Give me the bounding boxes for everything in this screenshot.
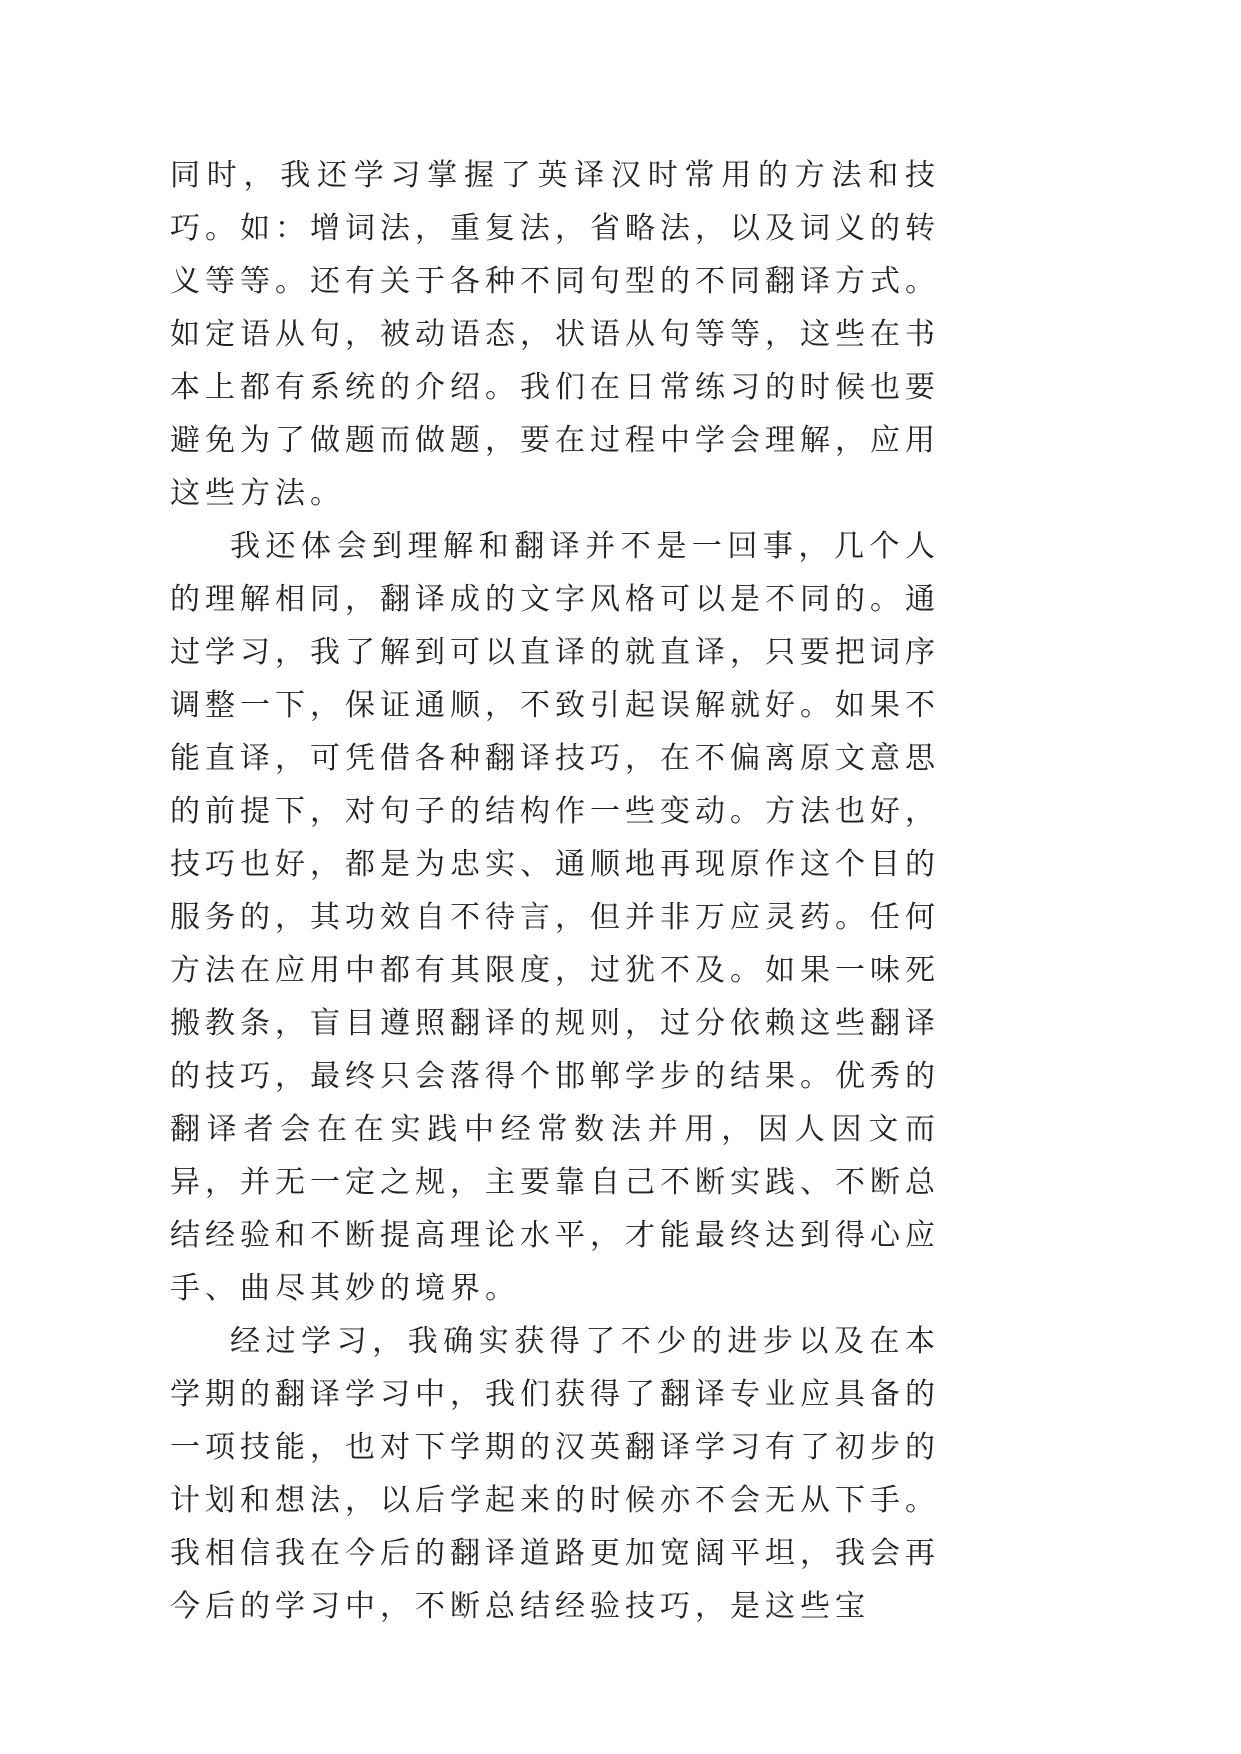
paragraph-learning-progress: 经过学习，我确实获得了不少的进步以及在本学期的翻译学习中，我们获得了翻译专业应具备的一项技能，也对下学期的汉英翻译学习有了初步的计划和想法，以后学起来的时候亦不会无从下手。我相信我在今后的翻译道路更加宽阔平坦，我会再今后的学习中，不断总结经验技巧，是这些宝 — [170, 1324, 940, 1624]
paragraph-understanding-vs-translation: 我还体会到理解和翻译并不是一回事，几个人的理解相同，翻译成的文字风格可以是不同的。通过学习，我了解到可以直译的就直译，只要把词序调整一下，保证通顺，不致引起误解就好。如果不能直译，可凭借各种翻译技巧，在不偏离原文意思的前提下，对句子的结构作一些变动。方法也好，技巧也好，都是为忠实、通顺地再现原作这个目的服务的，其功效自不待言，但并非万应灵药。任何方法在应用中都有其限度，过犹不及。如果一味死搬教条，盲目遵照翻译的规则，过分依赖这些翻译的技巧，最终只会落得个邯郸学步的结果。优秀的翻译者会在在实践中经常数法并用，因人因文而异，并无一定之规，主要靠自己不断实践、不断总结经验和不断提高理论水平，才能最终达到得心应手、曲尽其妙的境界。 — [170, 529, 940, 1306]
document-body — [170, 149, 940, 1633]
paragraph-translation-methods: 同时，我还学习掌握了英译汉时常用的方法和技巧。如：增词法，重复法，省略法，以及词义的转义等等。还有关于各种不同句型的不同翻译方式。如定语从句，被动语态，状语从句等等，这些在书本上都有系统的介绍。我们在日常练习的时候也要避免为了做题而做题，要在过程中学会理解，应用这些方法。 — [170, 158, 940, 511]
